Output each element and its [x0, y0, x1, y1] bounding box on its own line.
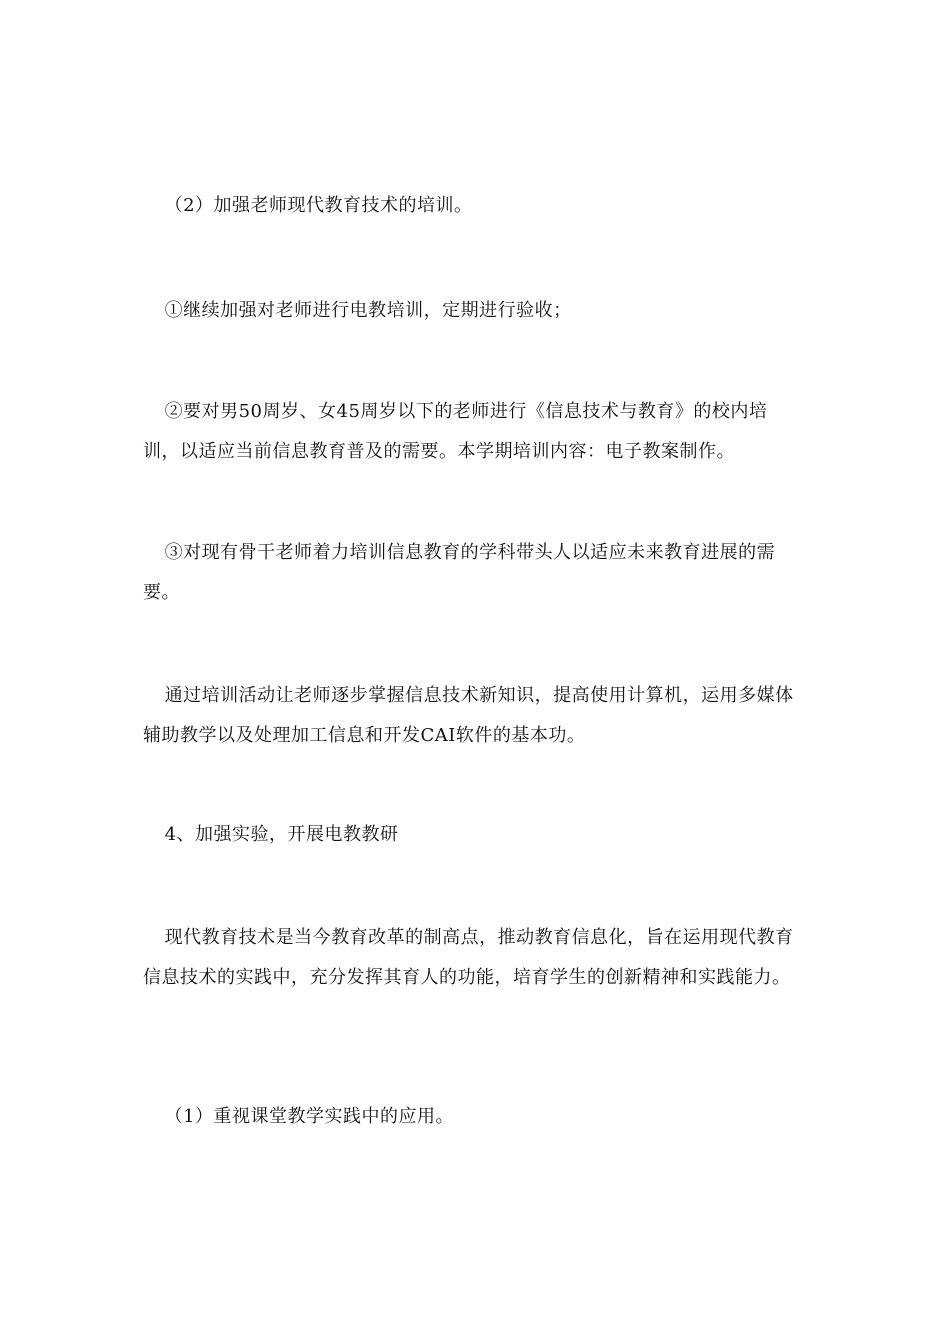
- paragraph-modern-education: 现代教育技术是当今教育改革的制高点，推动教育信息化，旨在运用现代教育信息技术的实践中，充分发挥其育人的功能，培育学生的创新精神和实践能力。: [143, 927, 794, 988]
- paragraph-item-1: ①继续加强对老师进行电教培训，定期进行验收；: [164, 300, 572, 321]
- paragraph-item-2: ②要对男50周岁、女45周岁以下的老师进行《信息技术与教育》的校内培训，以适应当前信息教育普及的需要。本学期培训内容：电子教案制作。: [143, 401, 768, 462]
- paragraph-classroom-application: （1）重视课堂教学实践中的应用。: [164, 1106, 455, 1127]
- paragraph-item-3: ③对现有骨干老师着力培训信息教育的学科带头人以适应未来教育进展的需要。: [143, 542, 776, 603]
- paragraph-teacher-training-heading: （2）加强老师现代教育技术的培训。: [164, 195, 473, 216]
- section-heading-4: 4、加强实验，开展电教教研: [164, 824, 399, 845]
- paragraph-training-goal: 通过培训活动让老师逐步掌握信息技术新知识，提高使用计算机，运用多媒体辅助教学以及处理加工信息和开发CAI软件的基本功。: [143, 685, 794, 746]
